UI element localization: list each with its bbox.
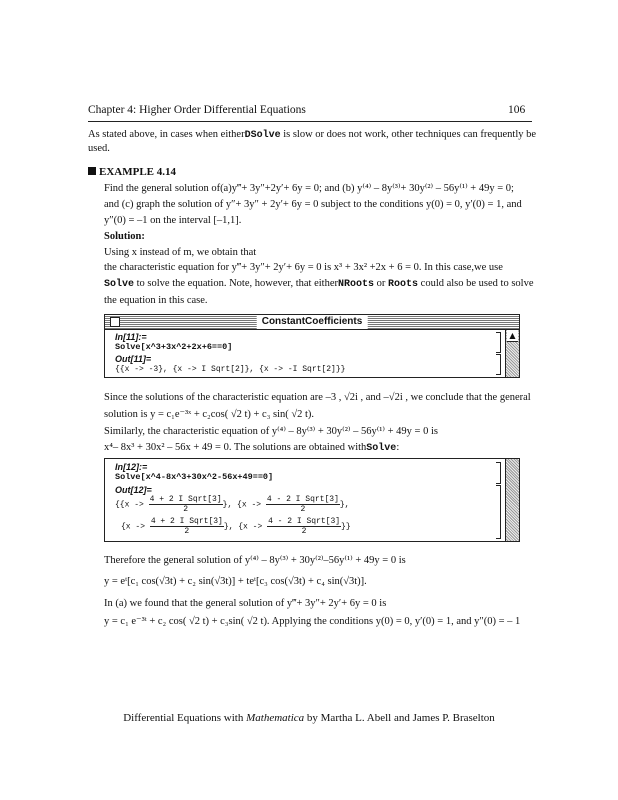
p1-text: to solve the equation. Note, however, that either [134,278,338,289]
intro-text-end: is slow or does not work, other techniques can frequently be [280,129,537,140]
out-token: }, [339,500,350,510]
header-rule [88,121,532,122]
page-number: 106 [508,104,526,116]
input-cell-2[interactable]: Solve[x^4-8x^3+30x^2-56x+49==0] [115,472,274,482]
output-cell-bracket-2[interactable] [496,485,501,539]
body-p3-line-1: Therefore the general solution of y⁽⁴⁾ – 8y⁽³⁾ + 30y⁽²⁾–56y⁽¹⁾ + 49y = 0 is [104,555,406,566]
dsolve-command: DSolve [244,130,281,141]
out-token: }} [341,522,351,532]
body-p2-line-2: solution is y = c₁e⁻³ˣ + c₂cos( √2 t) + c₃ sin( √2 t). [104,409,315,420]
notebook-window-2[interactable] [104,458,520,542]
output-row-2 [121,517,351,536]
fraction-denominator: 2 [183,505,189,514]
fraction-2 [266,495,340,514]
output-label: Out[11]= [115,354,152,364]
intro-line-1 [88,127,536,143]
body-p1-line-3 [104,276,534,292]
intro-text: As stated above, in cases when either [88,129,245,140]
input-cell-bracket-2[interactable] [496,462,501,484]
p1-text-end: could also be used to solve [418,278,534,289]
body-p3-line-2: y = eᵗ[c₁ cos(√3t) + c₂ sin(√3t)] + teᵗ[c₃ cos(√3t) + c₄ sin(√3t)]. [104,576,367,587]
fraction-denominator: 2 [184,527,190,536]
solve-command: Solve [104,279,135,290]
output-row-1 [115,495,349,514]
notebook-window-constant-coefficients[interactable] [104,314,520,378]
body-p1-line-1: Using x instead of m, we obtain that [104,247,257,258]
body-p2-line-1: Since the solutions of the characteristic equation are –3 , √2i , and –√2i , we conclude that the general [104,392,531,403]
fraction-numerator: 4 + 2 I Sqrt[3] [150,517,223,526]
body-p1-line-4: the equation in this case. [104,295,208,306]
page-footer [0,712,618,724]
problem-line-3: y″(0) = –1 on the interval [–1,1]. [104,215,242,226]
body-p3-line-4: y = c₁ e⁻³ᵗ + c₂ cos( √2 t) + c₃sin( √2 t). Applying the conditions y(0) = 0, y′(0) = 1, and y″(0) = – 1 [104,616,521,627]
p1-or: or [374,278,389,289]
problem-line-1: Find the general solution of(a)y‴+ 3y″+2y′+ 6y = 0; and (b) y⁽⁴⁾ – 8y⁽³⁾+ 30y⁽²⁾ – 56y⁽¹⁾ + 49y = 0; [104,183,514,194]
bullet-square-icon [88,167,96,175]
solution-label: Solution: [104,231,145,242]
body-p1-line-2: the characteristic equation for y‴+ 3y″+ 2y′+ 6y = 0 is x³ + 3x² +2x + 6 = 0. In this case,we use [104,262,503,273]
output-cell: {{x -> -3}, {x -> I Sqrt[2]}, {x -> -I Sqrt[2]}} [115,365,346,374]
input-label: In[11]:= [115,332,147,342]
problem-line-2: and (c) graph the solution of y″+ 3y″ + 2y′+ 6y = 0 subject to the conditions y(0) = 0, y′(0) = 1, and [104,199,522,210]
fraction-3 [150,517,224,536]
out-token: {{x -> [115,500,144,510]
fraction-numerator: 4 - 2 I Sqrt[3] [268,517,341,526]
chapter-header: Chapter 4: Higher Order Differential Equations [88,104,306,116]
footer-text-end: by Martha L. Abell and James P. Braselton [304,712,495,724]
out-token: }, {x -> [223,522,263,532]
out-token: }, {x -> [222,500,262,510]
footer-italic: Mathematica [246,712,305,724]
intro-line-2: used. [88,143,110,154]
fraction-numerator: 4 + 2 I Sqrt[3] [149,495,222,504]
fraction-denominator: 2 [300,505,306,514]
fraction-numerator: 4 - 2 I Sqrt[3] [266,495,339,504]
output-cell-bracket[interactable] [496,354,501,375]
out-token: {x -> [121,522,146,532]
body-p2-line-3: Similarly, the characteristic equation of y⁽⁴⁾ – 8y⁽³⁾ + 30y⁽²⁾ – 56y⁽¹⁾ + 49y = 0 is [104,426,438,437]
vertical-scrollbar[interactable] [505,330,519,377]
input-cell[interactable]: Solve[x^3+3x^2+2x+6==0] [115,342,233,352]
footer-text: Differential Equations with [123,712,247,724]
p2-text: x⁴– 8x³ + 30x² – 56x + 49 = 0. The solutions are obtained with [104,442,367,453]
nroots-command: NRoots [338,279,375,290]
input-label-2: In[12]:= [115,462,148,472]
example-heading [88,166,176,178]
vertical-scrollbar-2[interactable] [505,459,519,541]
close-box-icon[interactable] [110,317,120,327]
output-label-2: Out[12]= [115,485,152,495]
roots-command: Roots [388,279,419,290]
scroll-up-arrow-icon[interactable]: ▲ [507,330,518,342]
fraction-denominator: 2 [301,527,307,536]
input-cell-bracket[interactable] [496,332,501,353]
body-p2-line-4 [104,440,399,456]
notebook-titlebar[interactable] [105,315,519,330]
body-p3-line-3: In (a) we found that the general solution of y‴+ 3y″+ 2y′+ 6y = 0 is [104,598,387,609]
p2-colon: : [396,442,400,453]
fraction-4 [267,517,341,536]
fraction-1 [149,495,223,514]
notebook-title: ConstantCoefficients [257,315,368,329]
solve-command-2: Solve [366,443,397,454]
example-title: EXAMPLE 4.14 [99,166,176,178]
